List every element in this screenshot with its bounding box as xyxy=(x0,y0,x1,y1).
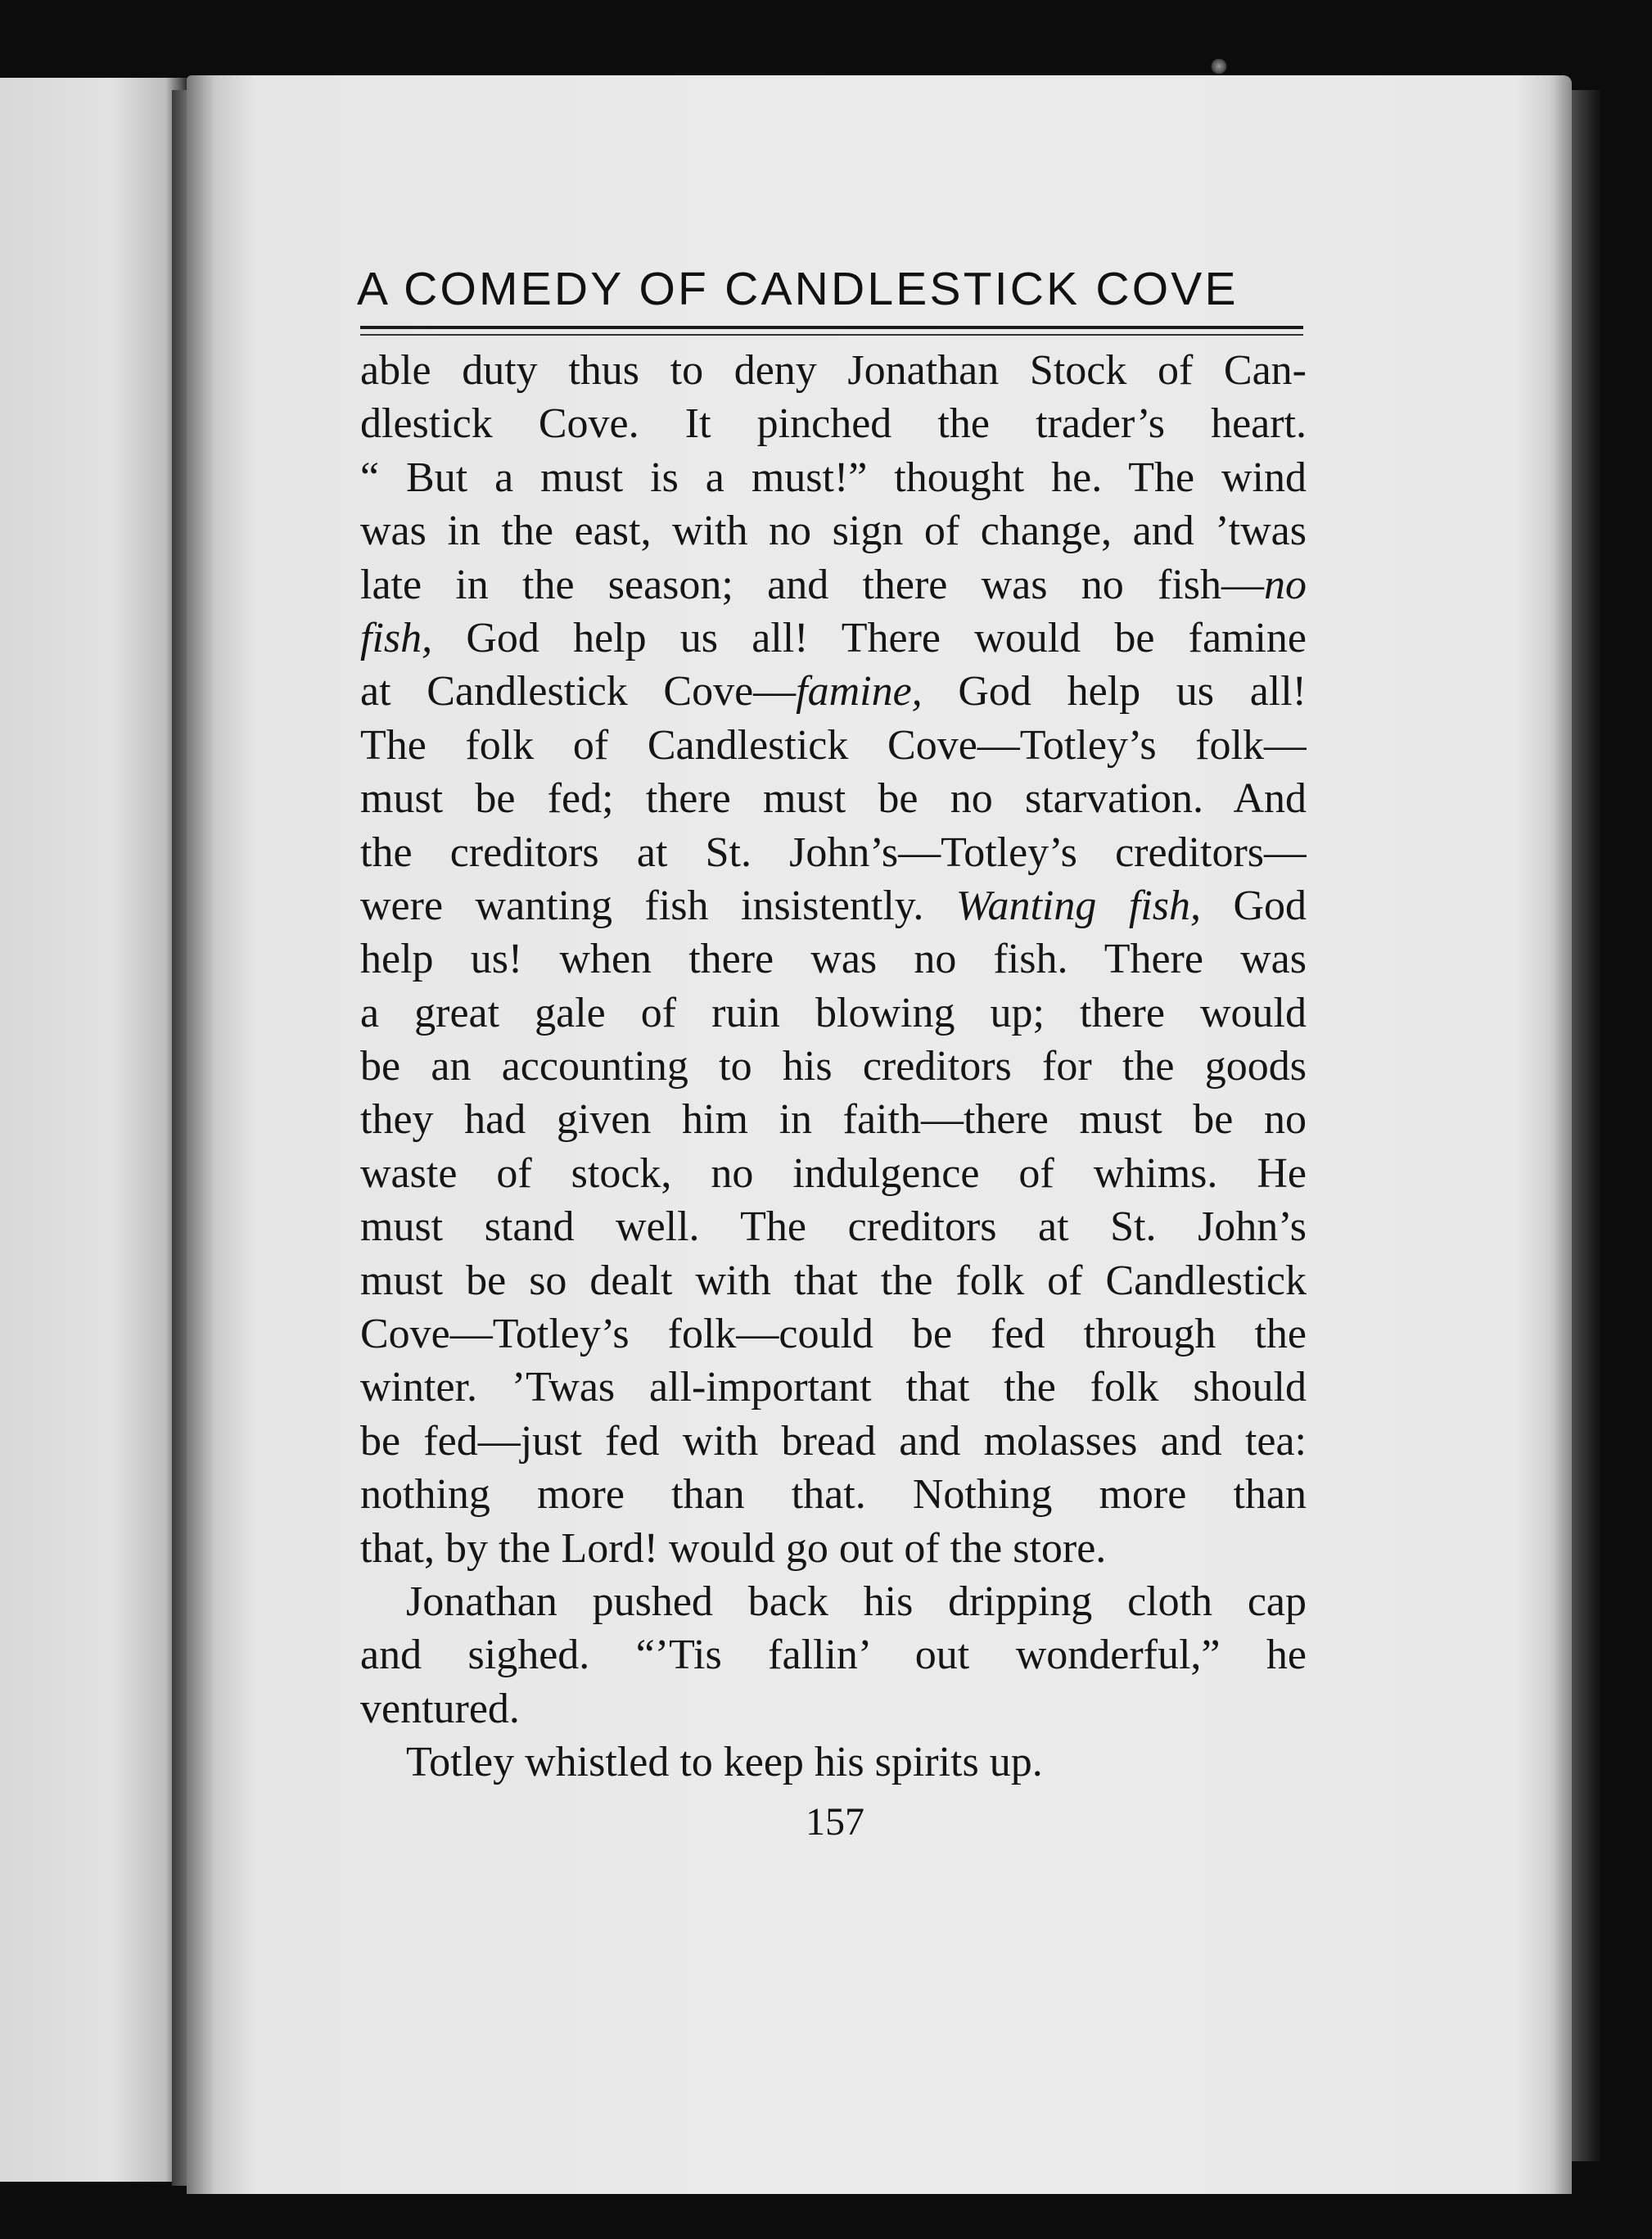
text-line: they had given him in faith—there must be no xyxy=(360,1096,1307,1144)
text-line: and sighed. “’Tis fallin’ out wonderful,” he xyxy=(360,1632,1307,1679)
text-line: be an accounting to his creditors for the goods xyxy=(360,1043,1307,1090)
header-rule-thin xyxy=(360,334,1303,336)
text-line: Jonathan pushed back his dripping cloth cap xyxy=(406,1578,1307,1625)
body-text xyxy=(360,344,1307,1790)
text-line xyxy=(360,665,1307,718)
text-line-part: God help us all! There would be famine xyxy=(432,614,1307,661)
text-line: help us! when there was no fish. There was xyxy=(360,936,1307,983)
text-line: able duty thus to deny Jonathan Stock of Can- xyxy=(360,347,1307,394)
italic-emphasis: fish, xyxy=(360,614,433,661)
italic-emphasis: famine, xyxy=(796,668,923,715)
text-line: must be fed; there must be no starvation. And xyxy=(360,775,1307,823)
text-line xyxy=(360,879,1307,932)
text-line-part: late in the season; and there was no fish— xyxy=(360,561,1264,608)
text-line: dlestick Cove. It pinched the trader’s heart. xyxy=(360,400,1307,448)
italic-emphasis: no xyxy=(1264,561,1307,608)
scan-speck xyxy=(1210,59,1228,74)
text-line: waste of stock, no indulgence of whims. He xyxy=(360,1149,1307,1197)
text-line: must stand well. The creditors at St. John’s xyxy=(360,1203,1307,1251)
text-line-part: God xyxy=(1200,882,1307,929)
running-header: A COMEDY OF CANDLESTICK COVE xyxy=(357,263,1239,315)
text-line: be fed—just fed with bread and molasses and tea: xyxy=(360,1417,1307,1465)
text-line: nothing more than that. Nothing more than xyxy=(360,1471,1307,1519)
facing-page-edge xyxy=(0,78,188,2182)
text-line: must be so dealt with that the folk of Candlestick xyxy=(360,1257,1307,1304)
header-rule-thick xyxy=(360,326,1303,329)
text-line: ventured. xyxy=(360,1685,520,1732)
text-line: was in the east, with no sign of change, and ’twas xyxy=(360,508,1307,555)
text-line xyxy=(360,612,1307,665)
text-line: Totley whistled to keep his spirits up. xyxy=(406,1739,1043,1786)
text-line-part: at Candlestick Cove— xyxy=(360,668,797,715)
text-line: The folk of Candlestick Cove—Totley’s folk— xyxy=(360,721,1307,769)
text-line xyxy=(360,558,1307,612)
text-line: Cove—Totley’s folk—could be fed through the xyxy=(360,1311,1307,1358)
text-line: that, by the Lord! would go out of the store. xyxy=(360,1524,1107,1572)
italic-emphasis: Wanting fish, xyxy=(955,882,1201,929)
text-line-part: were wanting fish insistently. xyxy=(360,882,924,929)
page-number: 157 xyxy=(806,1800,864,1844)
text-line: winter. ’Twas all-important that the folk should xyxy=(360,1364,1307,1411)
text-line-part: God help us all! xyxy=(922,668,1307,715)
page-right-edge xyxy=(1568,90,1600,2161)
text-line: the creditors at St. John’s—Totley’s creditors— xyxy=(360,828,1307,876)
text-line: “ But a must is a must!” thought he. The wind xyxy=(360,454,1307,501)
text-line: a great gale of ruin blowing up; there would xyxy=(360,989,1307,1036)
